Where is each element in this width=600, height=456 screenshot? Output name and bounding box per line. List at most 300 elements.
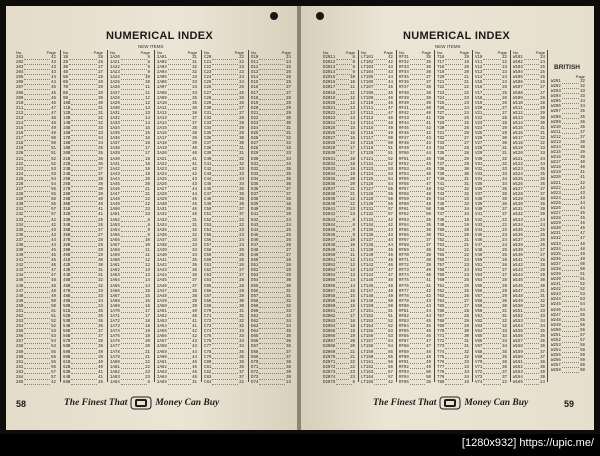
leader-dots: [445, 274, 463, 278]
entry-page: 8: [352, 223, 355, 228]
entry-number: 1A29: [110, 101, 120, 106]
leader-dots: [24, 356, 50, 360]
leader-dots: [168, 142, 191, 146]
entry-number: 220: [16, 152, 24, 157]
entry-number: V51: [475, 264, 483, 269]
column-header-page: Page: [497, 50, 507, 55]
leader-dots: [168, 239, 191, 243]
entry-page: 27: [464, 142, 469, 147]
entry-page: 44: [192, 355, 197, 360]
entry-page: 40: [192, 314, 197, 319]
entry-page: 11: [145, 91, 150, 96]
leader-dots: [336, 66, 351, 70]
entry-page: 35: [192, 96, 197, 101]
leader-dots: [168, 254, 191, 258]
entry-page: 36: [192, 269, 197, 274]
entry-page: 33: [464, 198, 469, 203]
entry-number: 210: [16, 101, 24, 106]
entry-number: LT123: [361, 167, 374, 172]
leader-dots: [121, 239, 144, 243]
entry-number: D2054: [323, 274, 336, 279]
entry-number: V73: [475, 375, 483, 380]
entry-number: C64: [204, 279, 212, 284]
entry-number: RF59: [399, 198, 409, 203]
entry-number: 2A14: [157, 122, 167, 127]
entry-number: 1A56: [110, 238, 120, 243]
entry-number: W237: [551, 262, 561, 267]
entry-number: D56: [251, 289, 259, 294]
entry-page: 12: [145, 101, 150, 106]
entry-page: 19: [350, 335, 355, 340]
entry-page: 37: [192, 116, 197, 121]
leader-dots: [445, 61, 463, 65]
entry-page: 37: [502, 370, 507, 375]
entry-page: 31: [239, 152, 244, 157]
entry-page: 42: [426, 289, 431, 294]
leader-dots: [562, 166, 579, 170]
leader-dots: [259, 290, 285, 294]
entry-page: 57: [51, 375, 56, 380]
leader-dots: [71, 259, 97, 263]
leader-dots: [336, 285, 349, 289]
entry-number: T58: [437, 269, 445, 274]
leader-dots: [24, 285, 50, 289]
entry-page: 39: [98, 193, 103, 198]
entry-page: 16: [145, 304, 150, 309]
leader-dots: [445, 137, 463, 141]
leader-dots: [259, 173, 285, 177]
entry-number: T17: [437, 61, 445, 66]
leader-dots: [374, 173, 387, 177]
leader-dots: [445, 168, 463, 172]
leader-dots: [483, 376, 501, 380]
right-page: [301, 6, 594, 430]
entry-page: 29: [540, 269, 545, 274]
entry-page: 43: [192, 345, 197, 350]
entry-number: RF47: [399, 137, 409, 142]
entry-number: LT133: [361, 218, 374, 223]
entry-number: W243: [551, 293, 561, 298]
leader-dots: [374, 81, 387, 85]
leader-dots: [259, 335, 285, 339]
entry-page: 29: [464, 162, 469, 167]
page-title: NUMERICAL INDEX: [403, 30, 510, 42]
entry-page: 44: [51, 81, 56, 86]
entry-page: 45: [580, 212, 585, 217]
entry-number: V36: [475, 188, 483, 193]
entry-page: 36: [540, 182, 545, 187]
leader-dots: [168, 163, 191, 167]
entry-number: W111: [513, 106, 523, 111]
entry-number: V21: [475, 111, 483, 116]
leader-dots: [562, 187, 579, 191]
entry-number: W202: [551, 85, 561, 90]
leader-dots: [562, 349, 579, 353]
entry-number: W235: [551, 252, 561, 257]
entry-page: 17: [350, 314, 355, 319]
entry-page: 22: [239, 223, 244, 228]
slogan: [64, 396, 219, 410]
entry-page: 9: [147, 71, 150, 76]
leader-dots: [212, 122, 238, 126]
leader-dots: [168, 76, 191, 80]
leader-dots: [168, 320, 191, 324]
entry-page: 36: [580, 125, 585, 130]
leader-dots: [212, 97, 238, 101]
entry-number: 1A64: [110, 279, 120, 284]
entry-page: 25: [540, 71, 545, 76]
entry-number: LT130: [361, 203, 374, 208]
entry-number: 18B: [63, 142, 71, 147]
entry-number: RF46: [399, 132, 409, 137]
leader-dots: [168, 305, 191, 309]
leader-dots: [24, 71, 50, 75]
entry-page: 37: [192, 284, 197, 289]
entry-number: 4B: [63, 71, 68, 76]
entry-number: 258: [16, 345, 24, 350]
entry-number: D60: [251, 309, 259, 314]
leader-dots: [410, 61, 425, 65]
leader-dots: [71, 285, 97, 289]
entry-number: 2A40: [157, 254, 167, 259]
leader-dots: [336, 127, 349, 131]
entry-page: 31: [286, 127, 291, 132]
entry-page: 24: [540, 56, 545, 60]
entry-number: 2A17: [157, 137, 167, 142]
leader-dots: [336, 183, 349, 187]
leader-dots: [483, 239, 501, 243]
entry-page: 27: [98, 228, 103, 233]
entry-number: 2A10: [157, 101, 167, 106]
entry-page: 51: [51, 147, 56, 152]
entry-number: RF57: [399, 188, 409, 193]
entry-number: 1A61: [110, 264, 120, 269]
entry-page: 36: [540, 340, 545, 345]
entry-number: 1A70: [110, 309, 120, 314]
column-header-page: Page: [345, 50, 355, 55]
entry-number: 38B: [63, 243, 71, 248]
entry-number: 50B: [63, 304, 71, 309]
entry-number: D2027: [323, 137, 336, 142]
entry-number: T75: [437, 355, 445, 360]
leader-dots: [483, 56, 501, 60]
leader-dots: [168, 66, 191, 70]
leader-dots: [374, 259, 387, 263]
entry-page: 11: [350, 248, 355, 253]
entry-number: RF48: [399, 142, 409, 147]
entry-number: RF89: [399, 350, 409, 355]
entry-page: 45: [426, 157, 431, 162]
entry-number: W234: [551, 247, 561, 252]
entry-number: 2A65: [157, 381, 167, 385]
leader-dots: [524, 366, 539, 370]
entry-page: 55: [51, 355, 56, 360]
entry-number: V58: [475, 299, 483, 304]
leader-dots: [259, 300, 285, 304]
page-number: 58: [16, 399, 27, 409]
leader-dots: [562, 324, 579, 328]
leader-dots: [168, 219, 191, 223]
entry-number: T77: [437, 365, 445, 370]
entry-number: 1A57: [110, 243, 120, 248]
leader-dots: [374, 107, 387, 111]
entry-number: D22: [251, 116, 259, 121]
entry-number: 211: [16, 106, 24, 111]
entry-number: V70: [475, 360, 483, 365]
entry-page: 49: [388, 132, 393, 137]
leader-dots: [24, 300, 50, 304]
entry-page: 41: [192, 157, 197, 162]
entry-page: 19: [464, 61, 469, 66]
leader-dots: [259, 219, 285, 223]
entry-page: 37: [239, 370, 244, 375]
leader-dots: [121, 152, 144, 156]
entry-page: 29: [239, 132, 244, 137]
leader-dots: [212, 66, 238, 70]
entry-page: 33: [502, 335, 507, 340]
entry-number: W118: [513, 142, 523, 147]
entry-number: 15B: [63, 127, 71, 132]
entry-number: D2028: [323, 142, 336, 147]
entry-number: T70: [437, 330, 445, 335]
entry-page: 28: [540, 259, 545, 264]
entry-page: 53: [388, 172, 393, 177]
entry-page: 8: [147, 61, 150, 66]
entry-number: W134: [513, 223, 523, 228]
entry-number: LT112: [361, 111, 374, 116]
entry-number: LT140: [361, 254, 374, 259]
leader-dots: [374, 208, 387, 212]
entry-number: 2A30: [157, 203, 167, 208]
index-entry: [513, 381, 545, 386]
leader-dots: [259, 249, 285, 253]
entry-page: 46: [192, 208, 197, 213]
leader-dots: [121, 183, 144, 187]
entry-page: 33: [464, 365, 469, 370]
page-number: 59: [564, 399, 575, 409]
entry-number: C55: [204, 233, 212, 238]
index-entry: [110, 381, 150, 386]
leader-dots: [524, 147, 539, 151]
entry-page: 23: [350, 370, 355, 375]
entry-page: 8: [147, 381, 150, 385]
entry-page: 38: [426, 248, 431, 253]
entry-page: 28: [239, 279, 244, 284]
entry-number: 1A43: [110, 172, 120, 177]
leader-dots: [24, 61, 50, 65]
leader-dots: [121, 76, 144, 80]
entry-number: V65: [475, 335, 483, 340]
entry-number: T76: [437, 360, 445, 365]
entry-number: LT149: [361, 299, 374, 304]
leader-dots: [483, 356, 501, 360]
leader-dots: [259, 76, 285, 80]
leader-dots: [374, 340, 387, 344]
entry-number: T54: [437, 248, 445, 253]
leader-dots: [212, 102, 238, 106]
entry-number: 1A52: [110, 218, 120, 223]
entry-number: LT137: [361, 238, 374, 243]
entry-number: W144: [513, 274, 523, 279]
entry-page: 44: [388, 238, 393, 243]
entry-number: C41: [204, 162, 212, 167]
entry-number: LT106: [361, 81, 374, 86]
entry-page: 34: [580, 105, 585, 110]
leader-dots: [562, 131, 579, 135]
entry-number: V57: [475, 294, 483, 299]
entry-number: V54: [475, 279, 483, 284]
leader-dots: [168, 366, 191, 370]
leader-dots: [445, 112, 463, 116]
entry-number: W248: [551, 318, 561, 323]
entry-page: 16: [350, 142, 355, 147]
entry-number: W139: [513, 248, 523, 253]
entry-number: LT156: [361, 335, 374, 340]
leader-dots: [336, 168, 349, 172]
entry-number: W223: [551, 191, 561, 196]
leader-dots: [524, 56, 539, 60]
leader-dots: [336, 279, 349, 283]
entry-number: LT127: [361, 188, 374, 193]
entry-number: V49: [475, 254, 483, 259]
entry-number: D2070: [323, 355, 336, 360]
entry-number: 1A62: [110, 269, 120, 274]
entry-page: 14: [350, 284, 355, 289]
entry-page: 34: [502, 340, 507, 345]
entry-page: 57: [51, 370, 56, 375]
entry-page: 35: [286, 330, 291, 335]
entry-page: 23: [464, 101, 469, 106]
entry-number: W117: [513, 137, 523, 142]
entry-number: D2013: [323, 66, 336, 71]
entry-number: C67: [204, 294, 212, 299]
entry-number: C54: [204, 228, 212, 233]
leader-dots: [524, 163, 539, 167]
leader-dots: [259, 102, 285, 106]
entry-number: 237: [16, 238, 24, 243]
leader-dots: [524, 310, 539, 314]
entry-number: D32: [251, 167, 259, 172]
index-column: [475, 50, 507, 386]
entry-page: 36: [239, 360, 244, 365]
leader-dots: [483, 366, 501, 370]
entry-number: 256: [16, 335, 24, 340]
column-header-no: No.: [399, 50, 406, 55]
entry-number: V28: [475, 147, 483, 152]
entry-number: 1A26: [110, 86, 120, 91]
entry-page: 21: [145, 355, 150, 360]
leader-dots: [374, 66, 387, 70]
entry-number: W206: [551, 105, 561, 110]
leader-dots: [71, 330, 97, 334]
entry-page: 12: [350, 101, 355, 106]
entry-number: 10B: [63, 101, 71, 106]
slogan-left: The Finest That: [64, 398, 128, 408]
entry-page: 36: [98, 320, 103, 325]
entry-page: 26: [540, 243, 545, 248]
entry-page: 55: [580, 313, 585, 318]
entry-page: 47: [388, 111, 393, 116]
entry-number: W141: [513, 259, 523, 264]
leader-dots: [374, 244, 387, 248]
entry-number: LT104: [361, 71, 374, 76]
entry-number: C70: [204, 309, 212, 314]
leader-dots: [121, 173, 144, 177]
column-header-no: No.: [323, 50, 330, 55]
leader-dots: [445, 279, 463, 283]
leader-dots: [336, 290, 349, 294]
entry-number: D2035: [323, 177, 336, 182]
leader-dots: [259, 152, 285, 156]
entry-page: 35: [540, 330, 545, 335]
column-header-page: Page: [46, 50, 56, 55]
entry-page: 27: [98, 66, 103, 71]
entry-number: LT107: [361, 86, 374, 91]
entry-page: 34: [502, 177, 507, 182]
entry-page: 36: [192, 106, 197, 111]
entry-number: C73: [204, 325, 212, 330]
entry-page: 46: [388, 264, 393, 269]
entry-number: T29: [437, 122, 445, 127]
leader-dots: [483, 183, 501, 187]
entry-number: V16: [475, 86, 483, 91]
entry-page: 43: [51, 71, 56, 76]
entry-page: 35: [192, 259, 197, 264]
entry-number: LT118: [361, 142, 374, 147]
entry-page: 54: [388, 182, 393, 187]
entry-number: 60B: [63, 355, 71, 360]
entry-number: T47: [437, 213, 445, 218]
entry-number: W130: [513, 203, 523, 208]
leader-dots: [168, 371, 191, 375]
entry-number: W164: [513, 375, 523, 380]
leader-dots: [168, 300, 191, 304]
entry-number: D2039: [323, 198, 336, 203]
leader-dots: [212, 366, 238, 370]
entry-page: 35: [239, 350, 244, 355]
entry-number: D2040: [323, 203, 336, 208]
leader-dots: [24, 269, 50, 273]
leader-dots: [121, 274, 144, 278]
entry-page: 12: [350, 259, 355, 264]
entry-number: LT136: [361, 233, 374, 238]
entry-page: 29: [286, 274, 291, 279]
entry-number: D17: [251, 91, 259, 96]
entry-page: 52: [580, 283, 585, 288]
column-header-page: Page: [421, 50, 431, 55]
entry-number: D2060: [323, 304, 336, 309]
leader-dots: [212, 320, 238, 324]
entry-page: 27: [502, 111, 507, 116]
entry-number: C34: [204, 127, 212, 132]
entry-number: 1A35: [110, 132, 120, 137]
entry-page: 31: [464, 177, 469, 182]
entry-number: D71: [251, 365, 259, 370]
entry-number: 48B: [63, 294, 71, 299]
entry-number: T18: [437, 66, 445, 71]
entry-page: 31: [540, 127, 545, 132]
entry-page: 23: [502, 228, 507, 233]
leader-dots: [336, 122, 349, 126]
entry-page: 25: [239, 91, 244, 96]
entry-page: 29: [540, 111, 545, 116]
leader-dots: [168, 315, 191, 319]
leader-dots: [410, 340, 425, 344]
entry-number: RF74: [399, 274, 409, 279]
entry-number: 13B: [63, 116, 71, 121]
entry-number: LT120: [361, 152, 374, 157]
entry-number: 2A38: [157, 243, 167, 248]
